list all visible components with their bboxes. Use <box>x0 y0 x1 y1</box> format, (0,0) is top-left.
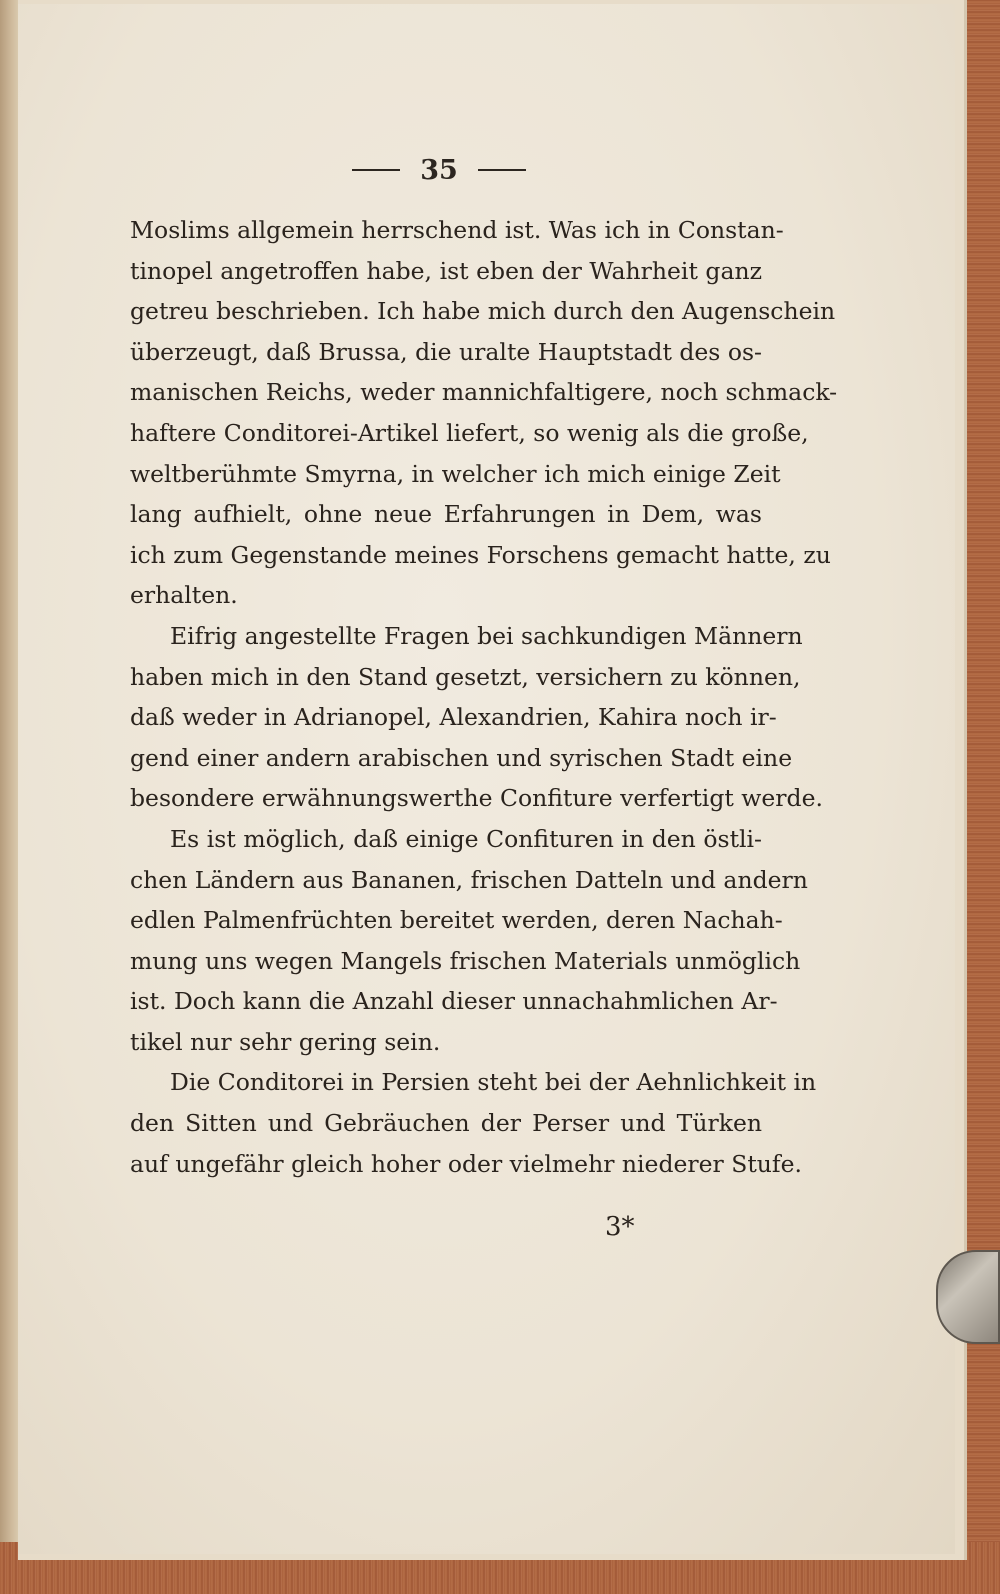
text-line: weltberühmte Smyrna, in welcher ich mich einige Zeit <box>130 459 781 488</box>
text-line: gend einer andern arabischen und syrischen Stadt eine <box>130 743 793 772</box>
text-line: erhalten. <box>130 581 238 610</box>
text-line: ich zum Gegenstande meines Forschens gemacht hatte, zu <box>130 540 831 569</box>
text-line: Die Conditorei in Persien steht bei der Aehnlichkeit in <box>170 1068 817 1097</box>
text-line: manischen Reichs, weder mannichfaltigere, noch schmack- <box>130 378 838 407</box>
text-line: getreu beschrieben. Ich habe mich durch den Augenschein <box>130 297 836 326</box>
running-head <box>339 150 539 190</box>
text-line: überzeugt, daß Brussa, die uralte Hauptstadt des os- <box>130 337 762 366</box>
text-line: besondere erwähnungswerthe Confiture verfertigt werde. <box>130 784 823 813</box>
signature-mark: 3* <box>605 1212 635 1242</box>
head-rule-right <box>478 169 526 171</box>
text-line: Es ist möglich, daß einige Confituren in den östli- <box>170 824 762 853</box>
text-line: edlen Palmenfrüchten bereitet werden, deren Nachah- <box>130 906 783 935</box>
text-line: tikel nur sehr gering sein. <box>130 1027 441 1056</box>
text-line: mung uns wegen Mangels frischen Materials unmöglich <box>130 946 801 975</box>
text-line: auf ungefähr gleich hoher oder vielmehr niederer Stufe. <box>130 1149 803 1178</box>
text-line: Moslims allgemein herrschend ist. Was ich in Constan- <box>130 216 784 244</box>
head-rule-left <box>352 169 400 171</box>
page-number: 35 <box>420 154 458 186</box>
book-clasp <box>936 1250 1000 1344</box>
body-text <box>130 210 838 1184</box>
text-line: haftere Conditorei-Artikel liefert, so wenig als die große, <box>130 418 809 447</box>
text-line: daß weder in Adrianopel, Alexandrien, Kahira noch ir- <box>130 703 777 732</box>
text-line: lang aufhielt, ohne neue Erfahrungen in Dem, was <box>130 500 762 529</box>
page-gutter <box>0 0 18 1594</box>
text-line: Eifrig angestellte Fragen bei sachkundigen Männern <box>170 621 803 650</box>
text-line: haben mich in den Stand gesetzt, versichern zu können, <box>130 662 801 691</box>
text-line: den Sitten und Gebräuchen der Perser und Türken <box>130 1109 762 1138</box>
text-line: chen Ländern aus Bananen, frischen Datteln und andern <box>130 865 808 894</box>
text-line: tinopel angetroffen habe, ist eben der Wahrheit ganz <box>130 256 762 285</box>
text-line: ist. Doch kann die Anzahl dieser unnachahmlichen Ar- <box>130 987 778 1016</box>
